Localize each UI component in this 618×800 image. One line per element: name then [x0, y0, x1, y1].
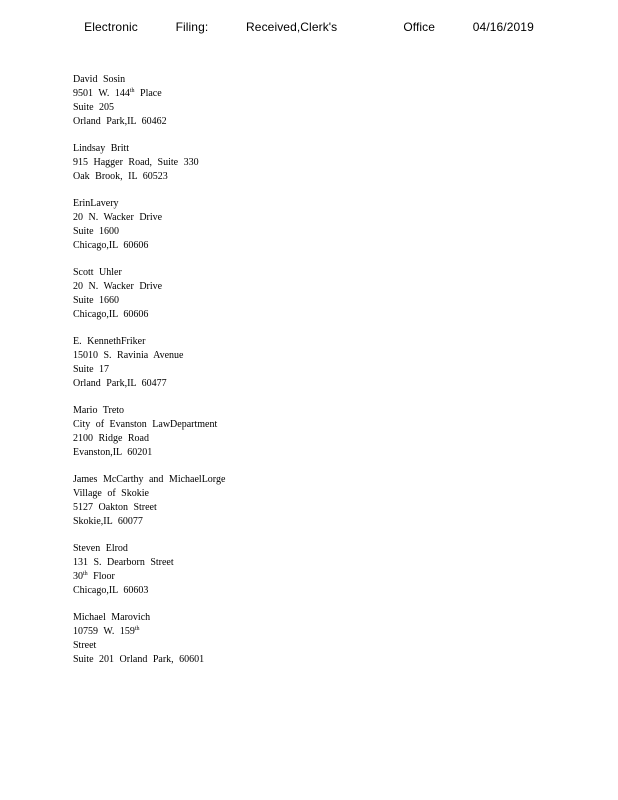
- address-line: [73, 625, 473, 639]
- address-block: [73, 73, 473, 129]
- address-line-text: 915 Hagger Road, Suite 330: [73, 157, 199, 168]
- address-line-text: 30: [73, 571, 83, 582]
- address-line: [73, 570, 473, 584]
- address-line-text: Suite 1600: [73, 226, 120, 237]
- address-block: [73, 197, 473, 253]
- address-line: [73, 211, 473, 225]
- address-line: [73, 515, 473, 529]
- ordinal-superscript: th: [129, 88, 135, 94]
- recipient-name: [73, 142, 473, 156]
- address-block: [73, 542, 473, 598]
- address-block: [73, 266, 473, 322]
- address-line-suffix: Place: [134, 88, 162, 99]
- address-line-text: Suite 17: [73, 364, 110, 375]
- address-line-text: Chicago,IL 60606: [73, 240, 149, 251]
- recipient-name: [73, 611, 473, 625]
- address-block: [73, 611, 473, 667]
- address-line-text: Scott Uhler: [73, 267, 122, 278]
- address-line-text: 2100 Ridge Road: [73, 433, 149, 444]
- address-line: [73, 653, 473, 667]
- address-line-text: Street: [73, 640, 97, 651]
- recipient-name: [73, 266, 473, 280]
- address-line-text: Steven Elrod: [73, 543, 128, 554]
- address-line: [73, 87, 473, 101]
- address-line-text: E. KennethFriker: [73, 336, 146, 347]
- address-line: [73, 225, 473, 239]
- recipient-name: [73, 335, 473, 349]
- address-line-text: Suite 201 Orland Park, 60601: [73, 654, 205, 665]
- address-line-text: Michael Marovich: [73, 612, 151, 623]
- address-line-text: Chicago,IL 60603: [73, 585, 149, 596]
- address-line: [73, 349, 473, 363]
- address-block: [73, 335, 473, 391]
- address-line: [73, 308, 473, 322]
- address-line-text: Village of Skokie: [73, 488, 149, 499]
- address-line: [73, 556, 473, 570]
- address-line: [73, 170, 473, 184]
- address-line-text: Chicago,IL 60606: [73, 309, 149, 320]
- recipient-name: [73, 197, 473, 211]
- address-block: [73, 142, 473, 184]
- recipient-name: [73, 404, 473, 418]
- address-line: [73, 239, 473, 253]
- recipient-name: [73, 73, 473, 87]
- address-line: [73, 432, 473, 446]
- address-line: [73, 584, 473, 598]
- address-line: [73, 487, 473, 501]
- address-line-text: 10759 W. 159: [73, 626, 135, 637]
- address-line: [73, 363, 473, 377]
- address-line-text: Orland Park,IL 60462: [73, 116, 167, 127]
- address-line-text: 131 S. Dearborn Street: [73, 557, 174, 568]
- electronic-filing-header: Electronic Filing: Received,Clerk's Office 04/16/2019: [84, 20, 534, 34]
- service-list: [73, 73, 473, 680]
- address-line-text: City of Evanston LawDepartment: [73, 419, 218, 430]
- address-block: [73, 404, 473, 460]
- address-line: [73, 377, 473, 391]
- address-line-text: ErinLavery: [73, 198, 119, 209]
- ordinal-superscript: th: [83, 571, 88, 577]
- address-block: [73, 473, 473, 529]
- address-line-text: Skokie,IL 60077: [73, 516, 143, 527]
- address-line: [73, 418, 473, 432]
- address-line: [73, 101, 473, 115]
- recipient-name: [73, 542, 473, 556]
- address-line: [73, 294, 473, 308]
- address-line: [73, 639, 473, 653]
- address-line-text: 20 N. Wacker Drive: [73, 281, 163, 292]
- address-line-text: Suite 205: [73, 102, 115, 113]
- address-line-text: 5127 Oakton Street: [73, 502, 157, 513]
- ordinal-superscript: th: [134, 626, 140, 632]
- address-line-text: Evanston,IL 60201: [73, 447, 153, 458]
- address-line-text: David Sosin: [73, 74, 126, 85]
- address-line: [73, 446, 473, 460]
- address-line-text: Mario Treto: [73, 405, 125, 416]
- address-line-text: Orland Park,IL 60477: [73, 378, 167, 389]
- address-line-text: 15010 S. Ravinia Avenue: [73, 350, 184, 361]
- address-line-text: James McCarthy and MichaelLorge: [73, 474, 226, 485]
- address-line: [73, 115, 473, 129]
- address-line: [73, 280, 473, 294]
- address-line: [73, 156, 473, 170]
- address-line-text: Lindsay Britt: [73, 143, 130, 154]
- address-line-text: Oak Brook, IL 60523: [73, 171, 168, 182]
- address-line-text: 9501 W. 144: [73, 88, 130, 99]
- recipient-name: [73, 473, 473, 487]
- address-line: [73, 501, 473, 515]
- address-line-text: Suite 1660: [73, 295, 120, 306]
- address-line-suffix: Floor: [87, 571, 115, 582]
- address-line-text: 20 N. Wacker Drive: [73, 212, 163, 223]
